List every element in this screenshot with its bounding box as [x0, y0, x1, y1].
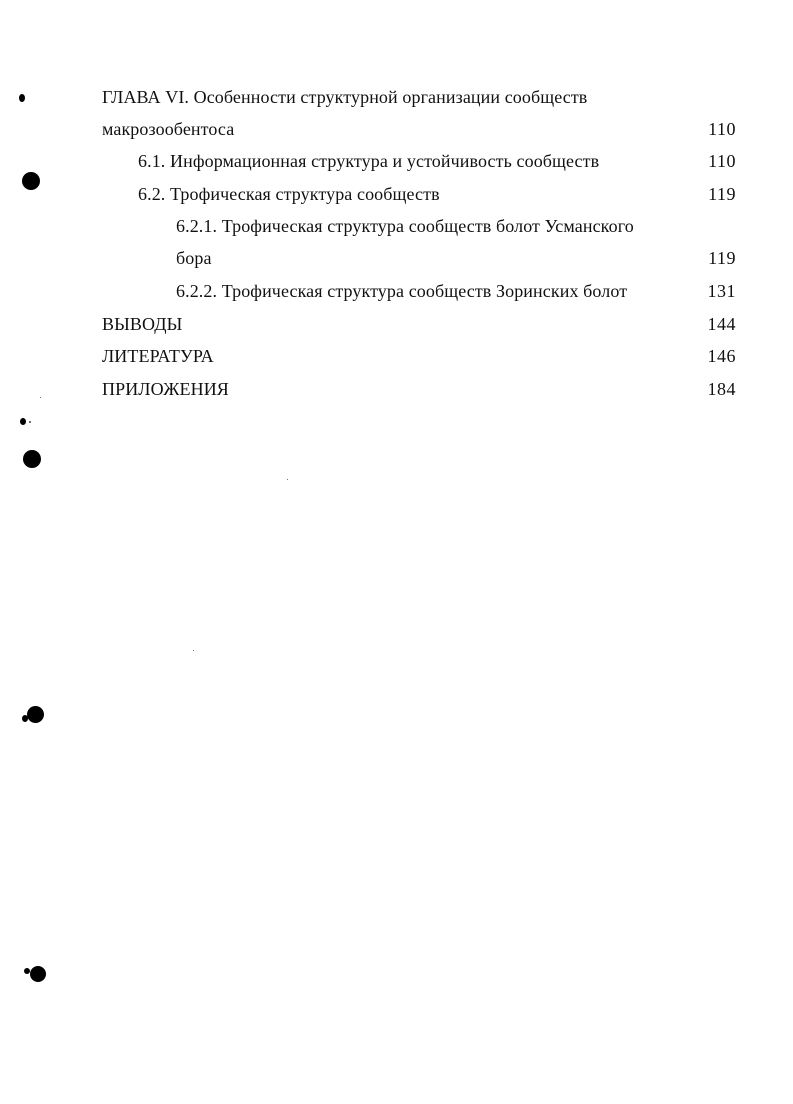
scan-speck [287, 479, 288, 480]
toc-page-number: 110 [708, 151, 736, 171]
punch-hole-mark [22, 172, 40, 190]
punch-hole-mark [27, 706, 44, 723]
toc-page-number: 110 [708, 119, 736, 139]
toc-page-number: 184 [707, 379, 736, 399]
punch-hole-mark [22, 715, 28, 722]
toc-page-number: 131 [707, 281, 736, 301]
toc-chapter-title: ГЛАВА VI. Особенности структурной организации сообществ [102, 87, 588, 107]
punch-hole-mark [19, 94, 25, 102]
toc-page-number: 119 [708, 248, 736, 268]
toc-subsection-title: 6.2.2. Трофическая структура сообществ Зоринских болот [176, 281, 628, 301]
toc-section-title: 6.2. Трофическая структура сообществ [138, 184, 440, 204]
toc-conclusions-title: ВЫВОДЫ [102, 314, 183, 334]
punch-hole-mark [23, 450, 41, 468]
toc-page-number: 144 [707, 314, 736, 334]
toc-literature-title: ЛИТЕРАТУРА [102, 346, 214, 366]
scan-speck [40, 397, 41, 398]
scan-speck [29, 421, 31, 423]
toc-appendices-title: ПРИЛОЖЕНИЯ [102, 379, 229, 399]
toc-page-number: 119 [708, 184, 736, 204]
punch-hole-mark [24, 968, 30, 974]
punch-hole-mark [30, 966, 46, 982]
punch-hole-mark [20, 418, 26, 425]
toc-page-number: 146 [707, 346, 736, 366]
toc-subsection-title: 6.2.1. Трофическая структура сообществ болот Усманского [176, 216, 634, 236]
toc-subsection-title-continued: бора [176, 248, 212, 268]
scan-speck [193, 650, 194, 651]
toc-section-title: 6.1. Информационная структура и устойчивость сообществ [138, 151, 600, 171]
toc-chapter-title-continued: макрозообентоса [102, 119, 235, 139]
